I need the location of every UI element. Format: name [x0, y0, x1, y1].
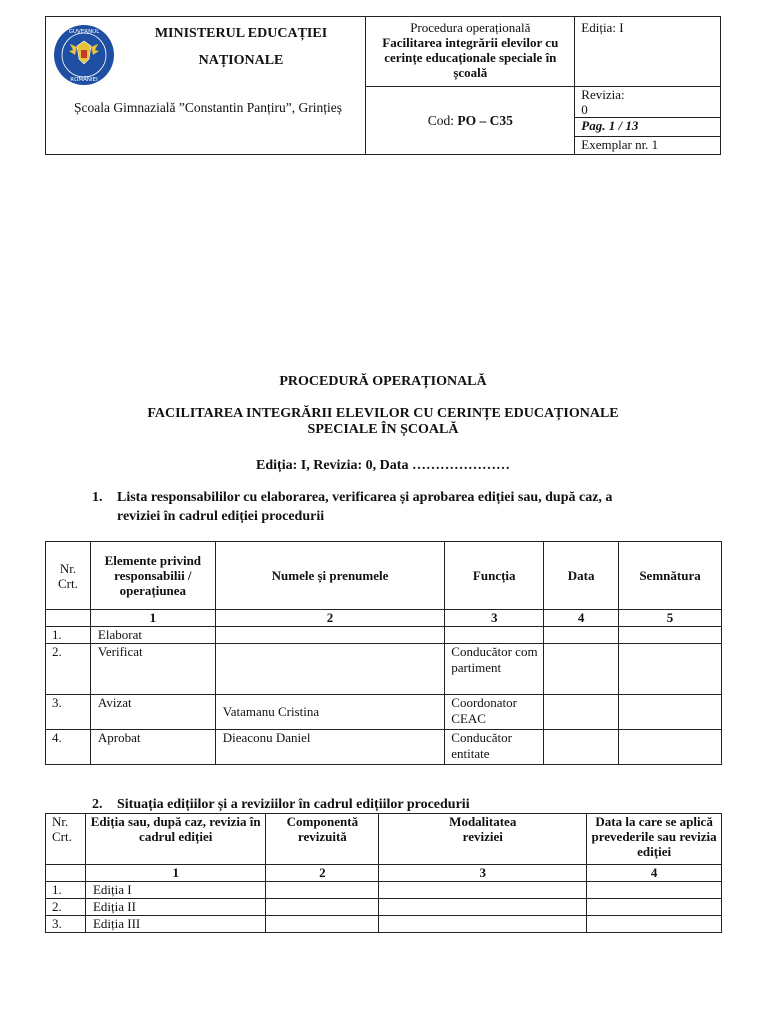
col-header-elemente: Elemente privind responsabilii / operațiunea	[90, 542, 215, 610]
ministry-name: MINISTERUL EDUCAȚIEI NAȚIONALE	[154, 26, 328, 68]
table-header-row	[46, 542, 722, 610]
document-header	[45, 16, 721, 155]
col-number: 5	[619, 610, 722, 627]
table-header-row	[46, 814, 722, 865]
institution-cell	[46, 17, 366, 155]
col-header-data: Data la care se aplică prevederile sau revizia ediției	[587, 814, 722, 865]
col-number: 1	[85, 865, 266, 882]
column-number-row	[46, 610, 722, 627]
column-number-row	[46, 865, 722, 882]
revizia-cell: Revizia: 0	[575, 87, 721, 118]
responsibles-table	[45, 541, 722, 765]
table-row: 1. Elaborat	[46, 627, 722, 644]
table-row: 2. Ediția II	[46, 899, 722, 916]
table-row: 1. Ediția I	[46, 882, 722, 899]
col-header-editia: Ediția sau, după caz, revizia în cadrul ediției	[85, 814, 266, 865]
col-number: 4	[587, 865, 722, 882]
col-number: 4	[544, 610, 619, 627]
page-number: Pag. 1 / 13	[575, 118, 721, 136]
editions-table	[45, 813, 722, 933]
document-type-title: PROCEDURĂ OPERAȚIONALĂ	[279, 374, 487, 389]
government-crest-logo	[53, 24, 115, 86]
col-header-modalitatea: Modalitatea reviziei	[379, 814, 587, 865]
edition-line: Ediția: I, Revizia: 0, Data …………………	[256, 458, 510, 473]
col-number: 3	[379, 865, 587, 882]
col-number: 3	[445, 610, 544, 627]
cod-cell: Cod: PO – C35	[366, 87, 575, 155]
table-row: 4. Aprobat Dieaconu Daniel Conducător entitate	[46, 730, 722, 765]
table-row: 3. Avizat Vatamanu Cristina Coordonator CEAC	[46, 695, 722, 730]
col-header-componenta: Componentă revizuită	[266, 814, 379, 865]
table-row: 2. Verificat Conducător compartiment	[46, 644, 722, 695]
col-header-nr: Nr. Crt.	[46, 814, 86, 865]
school-name: Școala Gimnazială ”Constantin Panțiru”, Grințieș	[73, 100, 343, 115]
procedure-label: Procedura operațională	[410, 20, 531, 35]
svg-text:GUVERNUL: GUVERNUL	[68, 29, 100, 35]
col-header-functia: Funcția	[445, 542, 544, 610]
table-row: 3. Ediția III	[46, 916, 722, 933]
col-number: 2	[266, 865, 379, 882]
col-header-data: Data	[544, 542, 619, 610]
procedure-title: Facilitarea integrării elevilor cu cerințe educaționale speciale în școală	[382, 35, 559, 80]
procedure-title-cell	[366, 17, 575, 87]
svg-text:ROMÂNIEI: ROMÂNIEI	[70, 77, 98, 83]
col-header-nume: Numele și prenumele	[215, 542, 445, 610]
editia-cell: Ediția: I	[575, 17, 721, 87]
col-number: 1	[90, 610, 215, 627]
col-header-semnatura: Semnătura	[619, 542, 722, 610]
col-header-nr: Nr. Crt.	[46, 542, 91, 610]
exemplar-number: Exemplar nr. 1	[575, 136, 721, 154]
col-number: 2	[215, 610, 445, 627]
procedure-main-title: FACILITAREA INTEGRĂRII ELEVILOR CU CERINȚE EDUCAȚIONALE SPECIALE ÎN ȘCOALĂ	[147, 406, 619, 437]
section-1-title: 1. Lista responsabililor cu elaborarea, verificarea și aprobarea ediției sau, după caz, a reviziei în cadrul ediției procedurii	[92, 490, 613, 524]
section-2-title: 2. Situația edițiilor și a reviziilor în cadrul edițiilor procedurii	[92, 797, 470, 812]
